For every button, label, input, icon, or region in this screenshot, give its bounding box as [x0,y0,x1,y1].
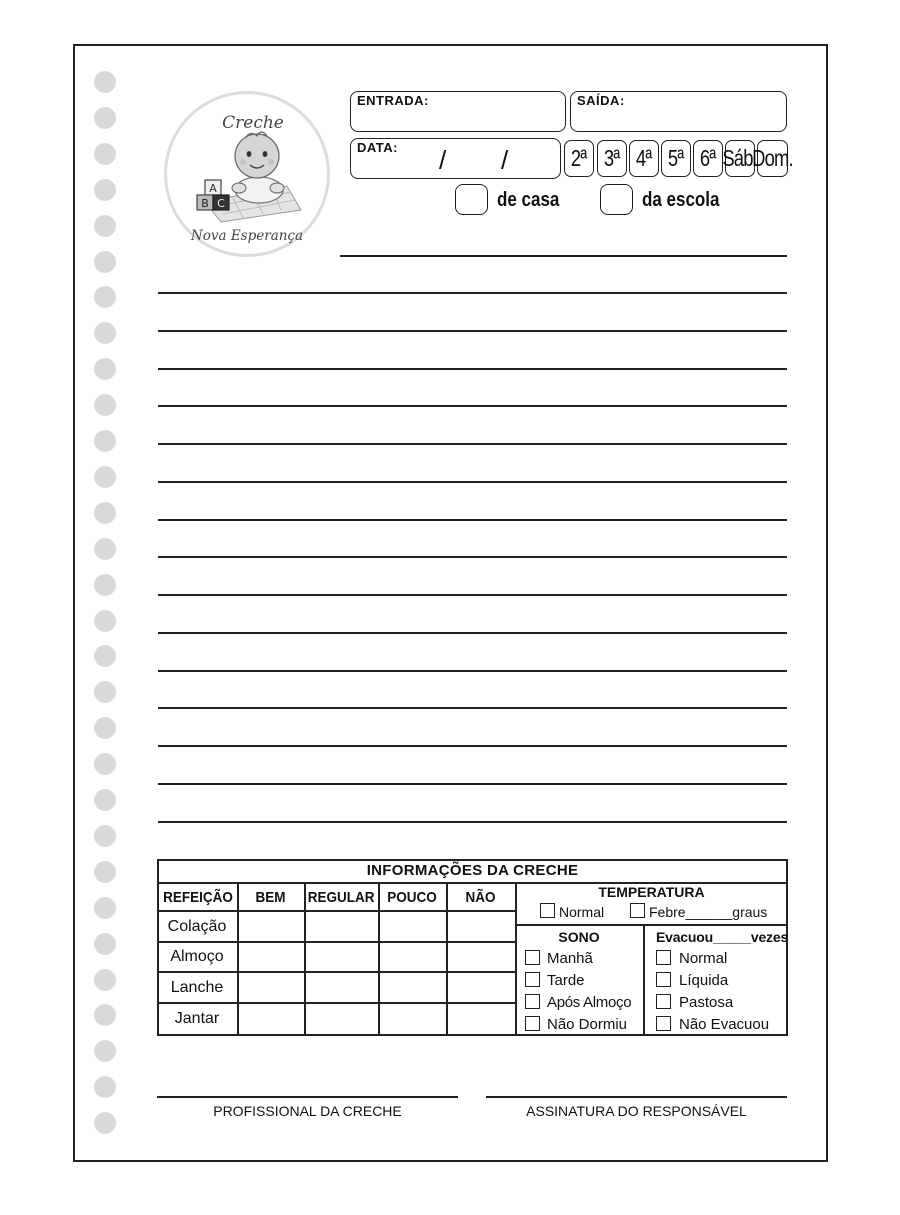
logo-block-a: A [209,182,217,195]
evac-normal-checkbox[interactable] [656,950,671,965]
binder-hole [94,466,116,488]
binder-hole [94,107,116,129]
table-divider [643,924,645,1036]
date-separator-1: / [439,145,447,175]
temp-febre-checkbox[interactable] [630,903,645,918]
evac-pastosa-label: Pastosa [679,994,734,1011]
day-terca[interactable]: 3ª [597,140,627,177]
logo-block-c: C [217,197,225,210]
sono-tarde-checkbox[interactable] [525,972,540,987]
meal-almoco: Almoço [170,948,224,965]
col-nao: NÃO [465,889,496,906]
temp-normal-checkbox[interactable] [540,903,555,918]
col-refeicao: REFEIÇÃO [163,889,233,906]
writing-line[interactable] [340,255,787,257]
sono-manha-label: Manhã [547,950,593,967]
table-divider [446,882,448,1036]
writing-line[interactable] [158,405,787,407]
writing-line[interactable] [158,707,787,709]
col-pouco: POUCO [387,889,437,906]
da-escola-label: da escola [642,189,720,211]
evacuou-title: Evacuou_____vezes [656,929,789,945]
date-separator-2: / [501,145,509,175]
binder-hole [94,753,116,775]
meal-colacao: Colação [167,918,227,935]
binder-hole [94,897,116,919]
meal-lanche: Lanche [170,979,224,996]
day-quinta[interactable]: 5ª [661,140,691,177]
writing-line[interactable] [158,330,787,332]
data-field[interactable] [350,138,561,179]
binder-hole [94,71,116,93]
table-divider [157,941,515,943]
creche-logo [164,91,330,257]
writing-line[interactable] [158,745,787,747]
de-casa-checkbox[interactable] [455,184,488,215]
evac-liquida-checkbox[interactable] [656,972,671,987]
de-casa-label: de casa [497,189,560,211]
day-quarta[interactable]: 4ª [629,140,659,177]
binder-hole [94,143,116,165]
writing-line[interactable] [158,821,787,823]
binder-hole [94,251,116,273]
sono-title: SONO [558,929,600,945]
binder-hole [94,179,116,201]
table-divider [157,910,515,912]
meal-jantar: Jantar [174,1010,220,1027]
binder-hole [94,825,116,847]
binder-hole [94,610,116,632]
writing-line[interactable] [158,594,787,596]
table-divider [237,882,239,1036]
day-domingo[interactable]: Dom. [757,140,788,177]
signature-line-responsavel[interactable] [486,1096,787,1098]
table-divider [515,924,788,926]
writing-line[interactable] [158,368,787,370]
logo-line2: Nova Esperança [190,228,304,244]
temperatura-title: TEMPERATURA [598,884,705,900]
table-divider [157,1002,515,1004]
evac-liquida-label: Líquida [679,972,729,989]
data-label: DATA: [357,140,399,155]
binder-hole [94,394,116,416]
writing-line[interactable] [158,632,787,634]
table-divider [157,971,515,973]
col-bem: BEM [255,889,286,906]
info-table-title: INFORMAÇÕES DA CRECHE [366,862,579,879]
writing-line[interactable] [158,783,787,785]
temp-normal-label: Normal [559,904,605,920]
binder-hole [94,933,116,955]
writing-line[interactable] [158,481,787,483]
table-divider [515,882,517,1036]
binder-hole [94,215,116,237]
saida-field[interactable] [570,91,787,132]
logo-line1: Creche [222,113,284,133]
evac-normal-label: Normal [679,950,728,967]
entrada-label: ENTRADA: [357,93,429,108]
writing-line[interactable] [158,670,787,672]
baby-illustration-icon [167,94,327,254]
binder-hole [94,430,116,452]
signature-label-profissional: PROFISSIONAL DA CRECHE [213,1103,402,1119]
table-divider [304,882,306,1036]
evac-pastosa-checkbox[interactable] [656,994,671,1009]
writing-line[interactable] [158,519,787,521]
binder-hole [94,861,116,883]
signature-label-responsavel: ASSINATURA DO RESPONSÁVEL [526,1103,747,1119]
binder-hole [94,1112,116,1134]
writing-line[interactable] [158,556,787,558]
writing-line[interactable] [158,443,787,445]
signature-line-profissional[interactable] [157,1096,458,1098]
sono-apos-almoco-label: Após Almoço [547,994,632,1011]
binder-hole [94,538,116,560]
binder-hole [94,574,116,596]
sono-apos-almoco-checkbox[interactable] [525,994,540,1009]
saida-label: SAÍDA: [577,93,625,108]
day-segunda[interactable]: 2ª [564,140,594,177]
sono-nao-dormiu-label: Não Dormiu [547,1016,628,1033]
logo-block-b: B [201,197,209,210]
binder-hole [94,789,116,811]
temp-febre-label: Febre______graus [649,904,768,920]
evac-nao-evacuou-checkbox[interactable] [656,1016,671,1031]
writing-line[interactable] [158,292,787,294]
evac-nao-evacuou-label: Não Evacuou [679,1016,770,1033]
sono-tarde-label: Tarde [547,972,585,989]
sono-manha-checkbox[interactable] [525,950,540,965]
day-sabado[interactable]: Sáb. [725,140,755,177]
entrada-field[interactable] [350,91,566,132]
col-regular: REGULAR [307,889,375,906]
day-sexta[interactable]: 6ª [693,140,723,177]
table-divider [378,882,380,1036]
binder-hole [94,502,116,524]
sono-nao-dormiu-checkbox[interactable] [525,1016,540,1031]
binder-hole [94,969,116,991]
da-escola-checkbox[interactable] [600,184,633,215]
